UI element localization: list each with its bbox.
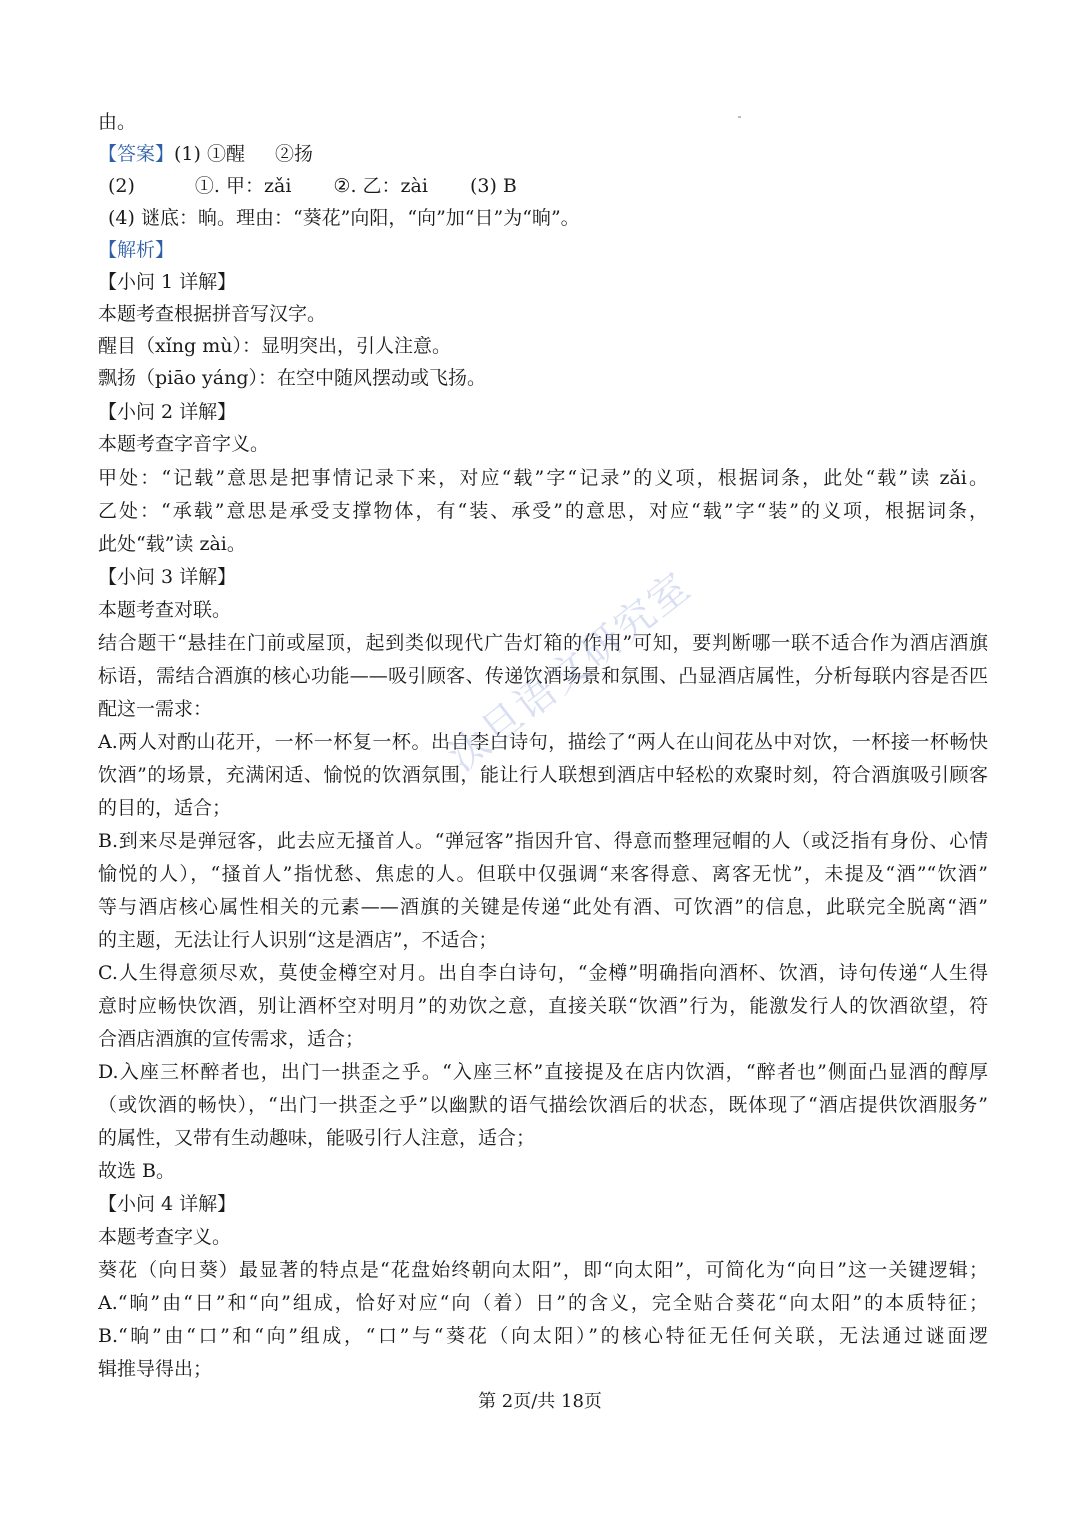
section-heading: 【小问 3 详解】 [98,566,237,588]
text-line: 本题考查字义。 [98,1226,232,1248]
section-heading: 【小问 2 详解】 [98,401,237,423]
text-line: 此处“载”读 zài。 [98,533,246,555]
text-line: 标语，需结合酒旗的核心功能——吸引顾客、传递饮酒场景和氛围、凸显酒店属性，分析每联内容是否匹 [98,665,988,687]
answer-4: (4) 谜底：晌。理由：“葵花”向阳，“向”加“日”为“晌”。 [108,207,580,229]
text-line: 飘扬（piāo yáng）：在空中随风摆动或飞扬。 [98,367,487,389]
text-line: 辑推导得出； [98,1358,213,1380]
option-d-text: 的属性，又带有生动趣味，能吸引行人注意，适合； [98,1127,536,1149]
answer-2-label: (2) [108,175,135,197]
text-line: 结合题干“悬挂在门前或屋顶，起到类似现代广告灯箱的作用”可知，要判断哪一联不适合作为酒店酒旗 [98,632,988,654]
text-line: 甲处：“记载”意思是把事情记录下来，对应“载”字“记录”的义项，根据词条，此处“载”读 zǎi。 [98,467,988,489]
text-line: 醒目（xǐng mù）：显明突出，引人注意。 [98,335,451,357]
answer-part-1: (1) ①醒 [174,143,245,165]
option-c-text: 合酒店酒旗的宣传需求，适合； [98,1028,365,1050]
text-line: 乙处：“承载”意思是承受支撑物体，有“装、承受”的意思，对应“载”字“装”的义项，根据词条， [98,500,988,522]
option-a-text: 的目的，适合； [98,797,232,819]
answer-2a: ①. 甲：zǎi [194,175,292,197]
option-b-text: 等与酒店核心属性相关的元素——酒旗的关键是传递“此处有酒、可饮酒”的信息，此联完全脱离“酒” [98,896,988,918]
text-line: A.“晌”由“日”和“向”组成，恰好对应“向（着）日”的含义，完全贴合葵花“向太阳”的本质特征； [98,1292,988,1314]
option-c-text: C.人生得意须尽欢，莫使金樽空对月。出自李白诗句，“金樽”明确指向酒杯、饮酒，诗句传递“人生得 [98,962,988,984]
option-a-text: 饮酒”的场景，充满闲适、愉悦的饮酒氛围，能让行人联想到酒店中轻松的欢聚时刻，符合酒旗吸引顾客 [98,764,988,786]
answer-part-1b: ②扬 [274,143,313,165]
answer-tag: 【答案】 [98,143,175,165]
answer-2b: ②. 乙：zài [333,175,428,197]
text-line: 葵花（向日葵）最显著的特点是“花盘始终朝向太阳”，即“向太阳”，可简化为“向日”这一关键逻辑； [98,1259,988,1281]
answer-line-4 [98,202,988,234]
answer-line [98,138,988,170]
text-line: B.“晌”由“口”和“向”组成，“口”与“葵花（向太阳）”的核心特征无任何关联，无法通过谜面逻 [98,1325,988,1347]
watermark: 汰旦语文研究室 [439,563,700,781]
answer-3: (3) B [469,175,517,197]
option-b-text: 愉悦的人），“搔首人”指忧愁、焦虑的人。但联中仅强调“来客得意、离客无忧”，未提及“酒”“饮酒” [98,863,988,885]
text-line: 故选 B。 [98,1160,176,1182]
section-heading: 【小问 1 详解】 [98,271,237,293]
option-d-text: D.入座三杯醉者也，出门一拱歪之乎。“入座三杯”直接提及在店内饮酒，“醉者也”侧面凸显酒的醇厚 [98,1061,988,1083]
text-line: 本题考查对联。 [98,599,232,621]
page-number: 第 2页/共 18页 [478,1391,602,1412]
text-line: 配这一需求： [98,698,213,720]
option-c-text: 意时应畅快饮酒，别让酒杯空对明月”的劝饮之意，直接关联“饮酒”行为，能激发行人的饮酒欲望，符 [98,995,988,1017]
option-b-text: 的主题，无法让行人识别“这是酒店”，不适合； [98,929,498,951]
option-a-text: A.两人对酌山花开，一杯一杯复一杯。出自李白诗句，描绘了“两人在山间花丛中对饮，一杯接一杯畅快 [98,731,988,753]
text-line: 本题考查根据拼音写汉字。 [98,303,327,325]
option-b-text: B.到来尽是弹冠客，此去应无搔首人。“弹冠客”指因升官、得意而整理冠帽的人（或泛指有身份、心情 [98,830,988,852]
option-d-text: （或饮酒的畅快），“出门一拱歪之乎”以幽默的语气描绘饮酒后的状态，既体现了“酒店提供饮酒服务” [98,1094,988,1116]
section-heading: 【小问 4 详解】 [98,1193,237,1215]
answer-line-2 [98,170,988,202]
text-line: 由。 [98,111,137,133]
text-line: 本题考查字音字义。 [98,433,270,455]
analysis-tag: 【解析】 [98,239,175,261]
